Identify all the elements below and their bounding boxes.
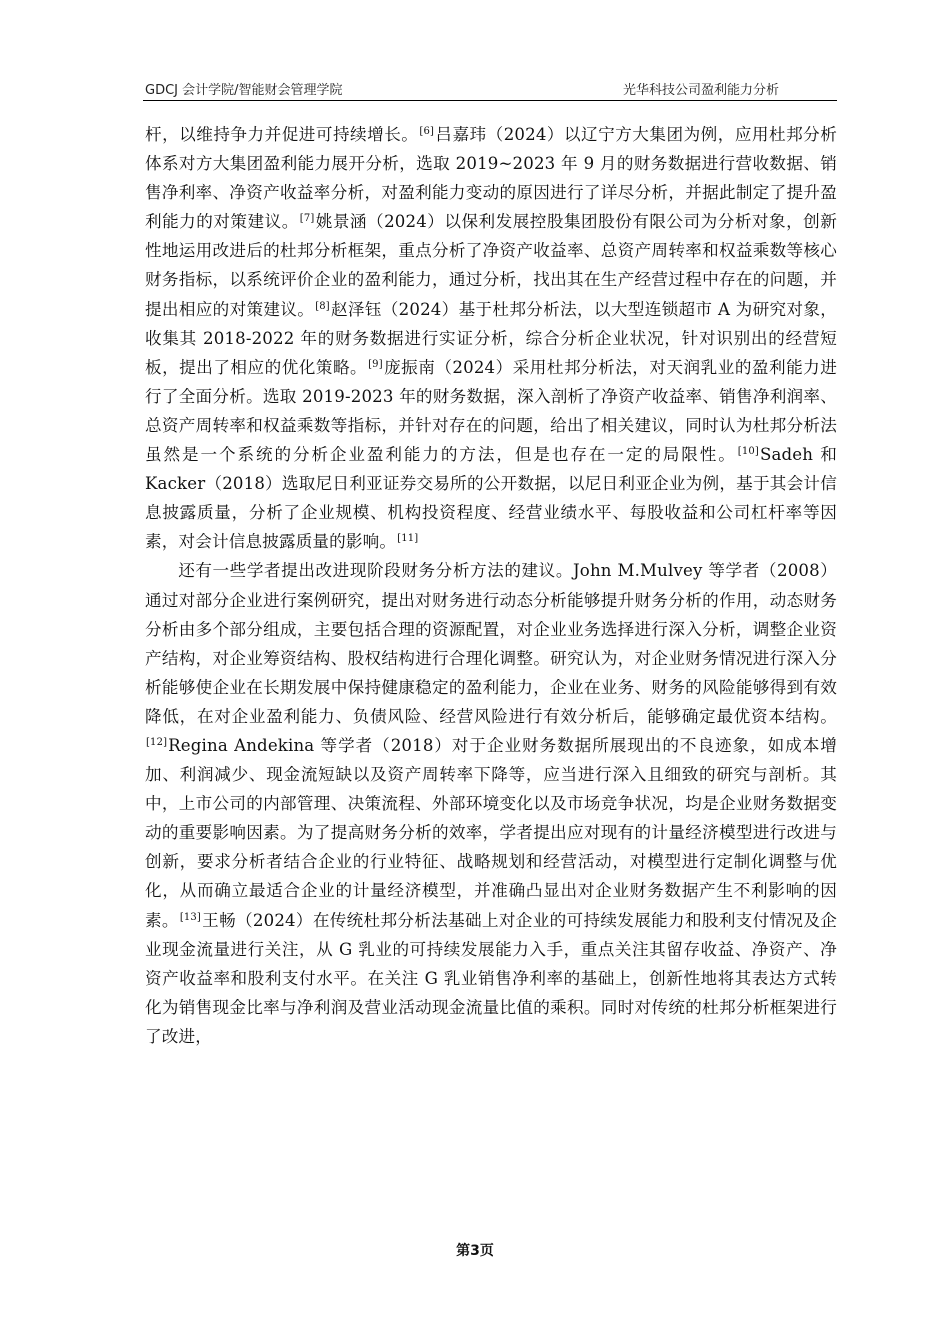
page-number: 第3页 [456,1243,494,1259]
citation-ref: [11] [397,533,419,545]
text-segment: 姚景涵（2024）以保利发展控股集团股份有限公司为分析对象，创新性地运用改进后的杜邦分析框架，重点分析了净资产收益率、总资产周转率和权益乘数等核心财务指标，以系统评价企业的盈利能力，通过分析，找出其在生产经营过程中存在的问题，并提出相应的对策建议。 [145,212,837,319]
text-segment: 杆，以维持争力并促进可持续增长。 [145,125,419,144]
text-segment: Sadeh 和 Kacker（2018）选取尼日利亚证券交易所的公开数据，以尼日利亚企业为例，基于其会计信息披露质量，分析了企业规模、机构投资程度、经营业绩水平、每股收益和公司杠杆率等因素，对会计信息披露质量的影响。 [145,445,837,552]
citation-ref: [8] [315,300,330,312]
text-segment: 吕嘉玮（2024）以辽宁方大集团为例，应用杜邦分析体系对方大集团盈利能力展开分析，选取 2019~2023 年 9 月的财务数据进行营收数据、销售净利率、净资产收益率分析，对盈利能力变动的原因进行了详尽分析，并据此制定了提升盈利能力的对策建议。 [145,125,837,232]
header-institution: GDCJ 会计学院/智能财会管理学院 [145,83,343,98]
text-segment: Regina Andekina 等学者（2018）对于企业财务数据所展现出的不良迹象，如成本增加、利润减少、现金流短缺以及资产周转率下降等，应当进行深入且细致的研究与剖析。其中，上市公司的内部管理、决策流程、外部环境变化以及市场竞争状况，均是企业财务数据变动的重要影响因素。为了提高财务分析的效率，学者提出应对现有的计量经济模型进行改进与创新，要求分析者结合企业的行业特征、战略规划和经营活动，对模型进行定制化调整与优化，从而确立最适合企业的计量经济模型，并准确凸显出对企业财务数据产生不利影响的因素。 [145,735,837,930]
body-text [145,120,837,1051]
text-segment: 王畅（2024）在传统杜邦分析法基础上对企业的可持续发展能力和股利支付情况及企业现金流量进行关注，从 G 乳业的可持续发展能力入手，重点关注其留存收益、净资产、净资产收益率和股利支付水平。在关注 G 乳业销售净利率的基础上，创新性地将其表达方式转化为销售现金比率与净利润及营业活动现金流量比值的乘积。同时对传统的杜邦分析框架进行了改进， [145,910,838,1046]
citation-ref: [7] [299,213,315,225]
citation-ref: [6] [419,126,435,137]
citation-ref: [10] [737,446,759,458]
header-divider [143,100,837,101]
text-segment: 还有一些学者提出改进现阶段财务分析方法的建议。John M.Mulvey 等学者（2008）通过对部分企业进行案例研究，提出对财务进行动态分析能够提升财务分析的作用，动态财务分析由多个部分组成，主要包括合理的资源配置，对企业业务选择进行深入分析，调整企业资产结构，对企业筹资结构、股权结构进行合理化调整。研究认为，对企业财务情况进行深入分析能够使企业在长期发展中保持健康稳定的盈利能力，企业在业务、财务的风险能够得到有效降低，在对企业盈利能力、负债风险、经营风险进行有效分析后，能够确定最优资本结构。 [145,561,837,726]
citation-ref: [9] [368,358,383,370]
citation-ref: [12] [146,736,168,748]
text-segment: 庞振南（2024）采用杜邦分析法，对天润乳业的盈利能力进行了全面分析。选取 2019-2023 年的财务数据，深入剖析了净资产收益率、销售净利润率、总资产周转率和权益乘数等指标，并针对存在的问题，给出了相关建议，同时认为杜邦分析法虽然是一个系统的分析企业盈利能力的方法，但是也存在一定的局限性。 [145,357,837,465]
paragraph-2 [145,556,837,1051]
paragraph-1 [145,120,837,556]
header-title: 光华科技公司盈利能力分析 [622,83,779,98]
citation-ref: [13] [179,911,201,923]
page-header [143,76,837,98]
text-segment: 赵泽钰（2024）基于杜邦分析法，以大型连锁超市 A 为研究对象，收集其 2018-2022 年的财务数据进行实证分析，综合分析企业状况，针对识别出的经营短板，提出了相应的优化策略。 [145,299,838,377]
